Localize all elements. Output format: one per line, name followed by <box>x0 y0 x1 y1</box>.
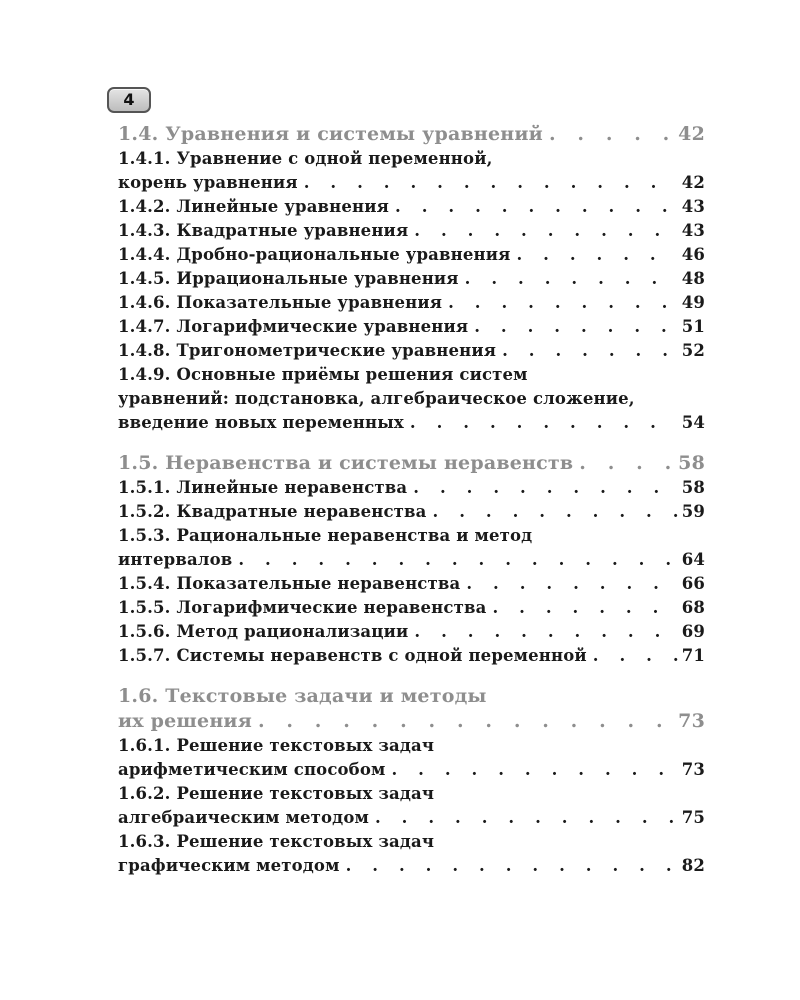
toc-entry-title-line: 1.4.5. Иррациональные уравнения <box>118 269 459 288</box>
toc-entry-title-line: 1.5.1. Линейные неравенства <box>118 478 408 497</box>
dot-leader <box>389 195 678 219</box>
toc-entry-title-line: 1.5.7. Системы неравенств с одной переменной <box>118 646 587 665</box>
dot-leader <box>385 758 677 782</box>
toc-entry-title-line: 1.4.4. Дробно-рациональные уравнения <box>118 245 511 264</box>
toc-page-number: 66 <box>681 574 705 593</box>
toc-entry-title-line: уравнений: подстановка, алгебраическое сложение, <box>118 389 635 408</box>
toc-entry-title-line: 1.6. Текстовые задачи и методы <box>118 685 487 707</box>
toc-subsection-entry[interactable] <box>118 267 705 291</box>
toc-page-number: 73 <box>678 710 705 732</box>
toc-subsection-entry[interactable] <box>118 596 705 620</box>
toc-entry-title-line: алгебраическим методом <box>118 808 369 827</box>
toc-page-number: 46 <box>681 245 705 264</box>
toc-page-number: 54 <box>681 413 705 432</box>
toc-entry-title-line: корень уравнения <box>118 173 298 192</box>
toc-entry-title-line: графическим методом <box>118 856 340 875</box>
toc-page-number: 73 <box>681 760 705 779</box>
toc-entry-title-line: 1.5.2. Квадратные неравенства <box>118 502 427 521</box>
toc-subsection-entry[interactable] <box>118 476 705 500</box>
toc-entry-title-line: их решения <box>118 710 252 732</box>
dot-leader <box>496 339 678 363</box>
toc-entry-title-line: 1.4. Уравнения и системы уравнений <box>118 123 543 145</box>
dot-leader <box>232 548 677 572</box>
toc-subsection-entry[interactable] <box>118 219 705 243</box>
toc-subsection-entry[interactable] <box>118 195 705 219</box>
toc-entry-title-line: введение новых переменных <box>118 413 404 432</box>
toc-subsection-entry[interactable] <box>118 339 705 363</box>
toc-entry-title-line: 1.4.8. Тригонометрические уравнения <box>118 341 497 360</box>
toc-entry-title-line: 1.4.2. Линейные уравнения <box>118 197 390 216</box>
toc-page-number: 49 <box>681 293 705 312</box>
toc-page-number: 59 <box>681 502 705 521</box>
toc-entry-title-line: 1.5.4. Показательные неравенства <box>118 574 461 593</box>
toc-subsection-entry[interactable] <box>118 243 705 267</box>
toc-entry-title-line: 1.4.3. Квадратные уравнения <box>118 221 409 240</box>
dot-leader <box>298 171 678 195</box>
dot-leader <box>407 476 677 500</box>
dot-leader <box>587 644 678 668</box>
toc-page-number: 48 <box>681 269 705 288</box>
toc-page-number: 42 <box>681 173 705 192</box>
toc-page-number: 58 <box>681 478 705 497</box>
dot-leader <box>459 267 678 291</box>
toc-section-entry[interactable] <box>118 451 705 476</box>
toc-section-entry[interactable] <box>118 122 705 147</box>
toc-page-number: 43 <box>681 221 705 240</box>
toc-entry-title-line: 1.4.6. Показательные уравнения <box>118 293 443 312</box>
dot-leader <box>573 451 674 476</box>
dot-leader <box>468 315 678 339</box>
toc-subsection-entry[interactable] <box>118 500 705 524</box>
toc-page-number: 64 <box>681 550 705 569</box>
dot-leader <box>486 596 677 620</box>
toc-entry-title-line: 1.4.7. Логарифмические уравнения <box>118 317 469 336</box>
dot-leader <box>340 854 678 878</box>
toc-entry-title-line: 1.5.6. Метод рационализации <box>118 622 409 641</box>
toc-subsection-entry[interactable] <box>118 830 705 878</box>
toc-subsection-entry[interactable] <box>118 782 705 830</box>
toc-subsection-entry[interactable] <box>118 644 705 668</box>
toc-page-number: 58 <box>678 452 705 474</box>
toc-entry-title-line: арифметическим способом <box>118 760 386 779</box>
page-number-badge: 4 <box>107 87 151 113</box>
dot-leader <box>460 572 677 596</box>
toc-entry-title-line: 1.4.9. Основные приёмы решения систем <box>118 365 528 384</box>
toc-entry-title-line: 1.5. Неравенства и системы неравенств <box>118 452 574 474</box>
table-of-contents <box>118 122 705 878</box>
dot-leader <box>369 806 678 830</box>
dot-leader <box>408 219 677 243</box>
dot-leader <box>404 411 678 435</box>
toc-subsection-entry[interactable] <box>118 291 705 315</box>
toc-page-number: 82 <box>681 856 705 875</box>
toc-page-number: 43 <box>681 197 705 216</box>
toc-section-entry[interactable] <box>118 684 705 734</box>
dot-leader <box>252 709 674 734</box>
dot-leader <box>408 620 677 644</box>
toc-subsection-entry[interactable] <box>118 363 705 435</box>
toc-entry-title-line: интервалов <box>118 550 233 569</box>
toc-subsection-entry[interactable] <box>118 147 705 195</box>
toc-page-number: 71 <box>681 646 705 665</box>
toc-entry-title-line: 1.6.3. Решение текстовых задач <box>118 832 435 851</box>
toc-page-number: 69 <box>681 622 705 641</box>
dot-leader <box>510 243 677 267</box>
toc-subsection-entry[interactable] <box>118 734 705 782</box>
toc-page-number: 42 <box>678 123 705 145</box>
toc-entry-title-line: 1.4.1. Уравнение с одной переменной, <box>118 149 493 168</box>
dot-leader <box>427 500 678 524</box>
toc-entry-title-line: 1.5.3. Рациональные неравенства и метод <box>118 526 533 545</box>
toc-page-number: 51 <box>681 317 705 336</box>
toc-subsection-entry[interactable] <box>118 572 705 596</box>
toc-subsection-entry[interactable] <box>118 524 705 572</box>
dot-leader <box>442 291 678 315</box>
toc-entry-title-line: 1.6.2. Решение текстовых задач <box>118 784 435 803</box>
dot-leader <box>543 122 674 147</box>
toc-subsection-entry[interactable] <box>118 620 705 644</box>
toc-page-number: 75 <box>681 808 705 827</box>
toc-subsection-entry[interactable] <box>118 315 705 339</box>
toc-page-number: 68 <box>681 598 705 617</box>
toc-page-number: 52 <box>681 341 705 360</box>
toc-entry-title-line: 1.5.5. Логарифмические неравенства <box>118 598 487 617</box>
toc-entry-title-line: 1.6.1. Решение текстовых задач <box>118 736 435 755</box>
